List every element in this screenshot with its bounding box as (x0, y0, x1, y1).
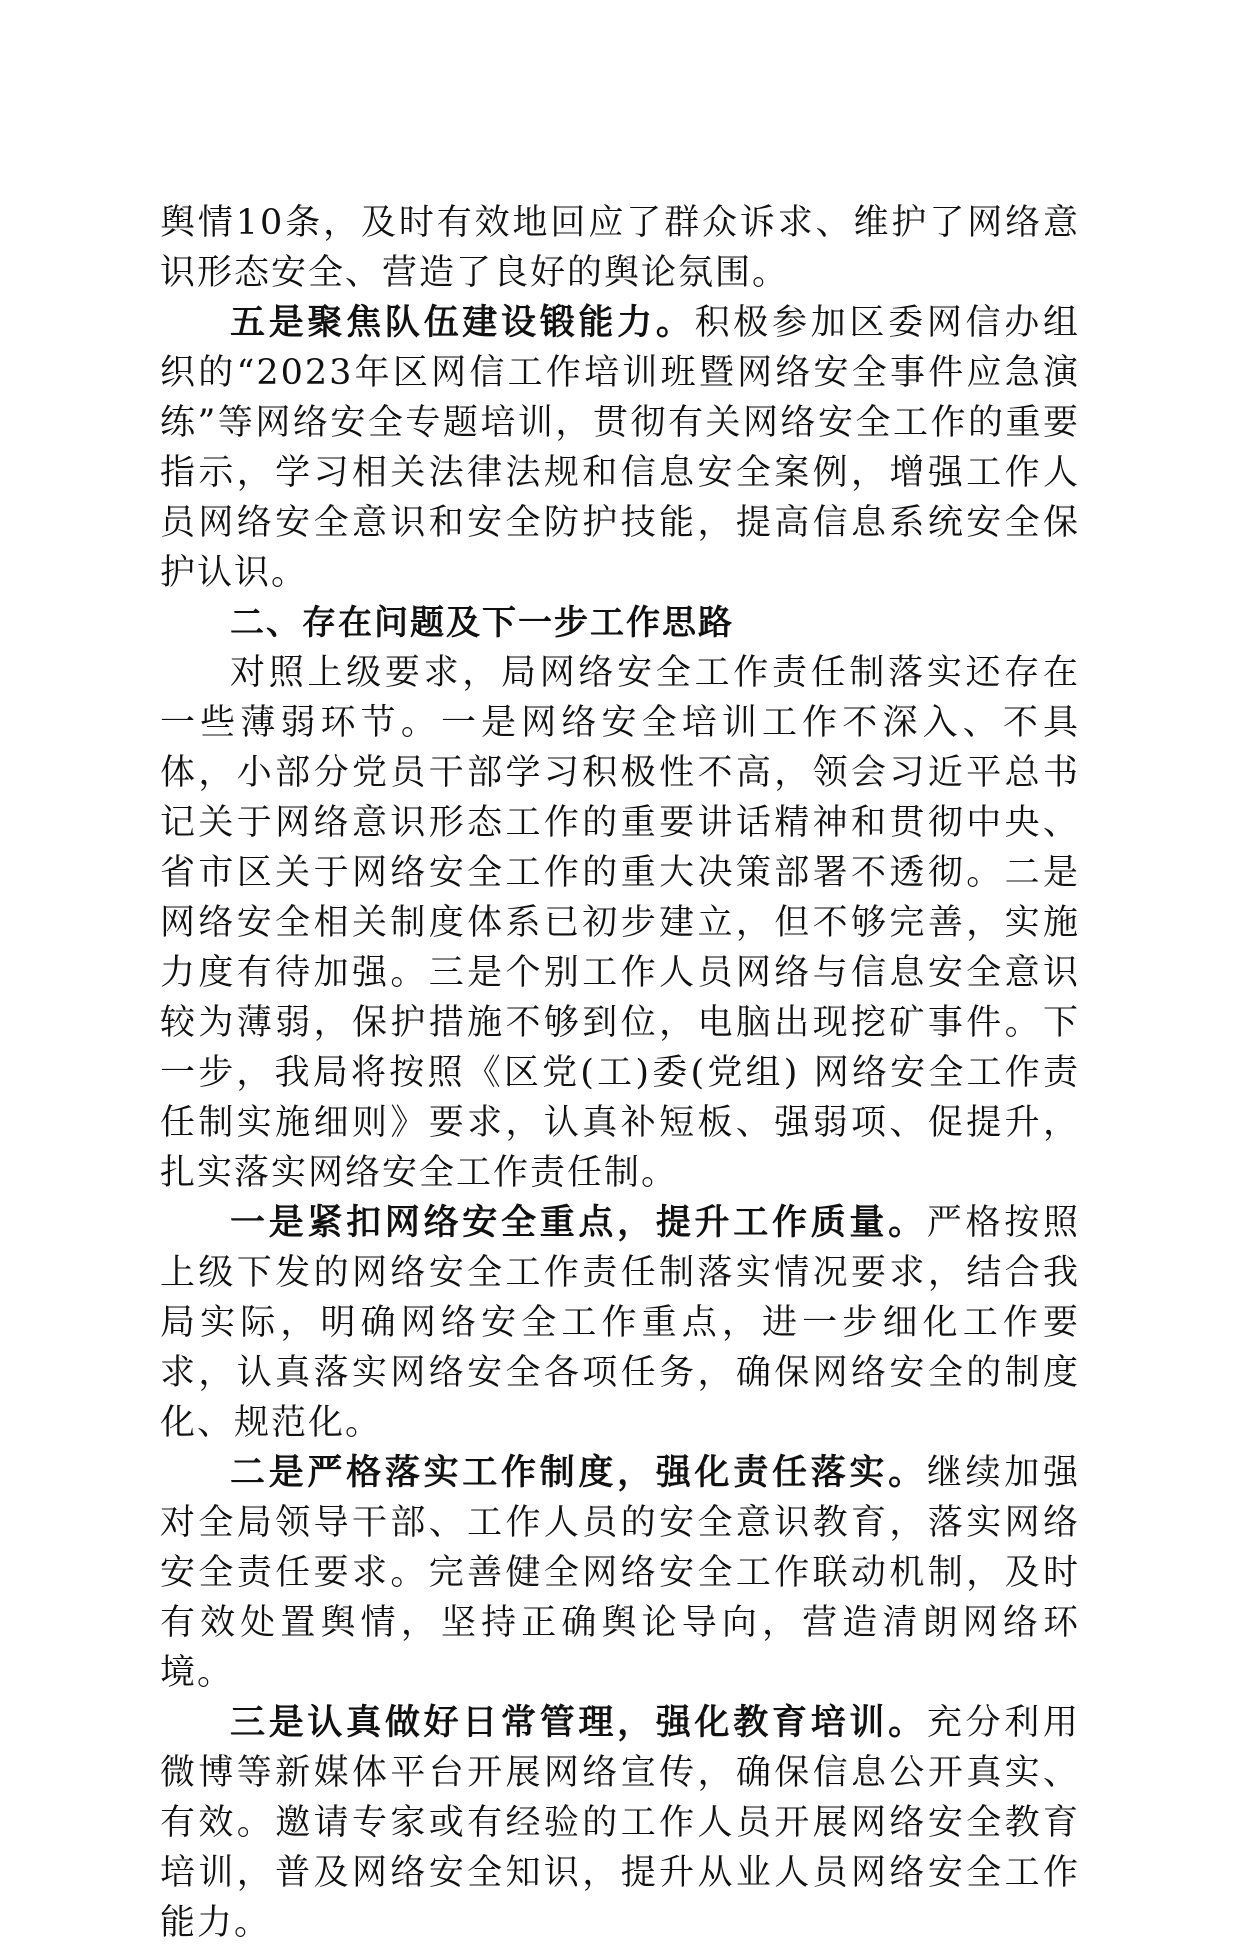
paragraph-public-opinion (160, 198, 1080, 298)
paragraph-text: 积极参加区委网信办组织的“2023年区网信工作培训班暨网络安全事件应急演练”等网络安全专题培训，贯彻有关网络安全工作的重要指示，学习相关法律法规和信息安全案例，增强工作人员网络安全意识和安全防护技能，提高信息系统安全保护认识。 (160, 303, 1080, 593)
paragraph-problems (160, 648, 1080, 1198)
paragraph-text: 继续加强对全局领导干部、工作人员的安全意识教育，落实网络安全责任要求。完善健全网络安全工作联动机制，及时有效处置舆情，坚持正确舆论导向，营造清朗网络环境。 (160, 1453, 1080, 1693)
paragraph-text: 舆情10条，及时有效地回应了群众诉求、维护了网络意识形态安全、营造了良好的舆论氛围。 (160, 203, 1080, 293)
paragraph-lead: 二是严格落实工作制度，强化责任落实。 (230, 1452, 927, 1493)
section-heading: 二、存在问题及下一步工作思路 (230, 603, 734, 643)
paragraph-text: 严格按照上级下发的网络安全工作责任制落实情况要求，结合我局实际，明确网络安全工作重点，进一步细化工作要求，认真落实网络安全各项任务，确保网络安全的制度化、规范化。 (160, 1203, 1080, 1443)
paragraph-team-building (160, 298, 1080, 598)
document-body (160, 198, 1080, 1948)
paragraph-implement-system (160, 1448, 1080, 1698)
paragraph-text: 充分利用微博等新媒体平台开展网络宣传，确保信息公开真实、有效。邀请专家或有经验的工作人员开展网络安全教育培训，普及网络安全知识，提升从业人员网络安全工作能力。 (160, 1703, 1080, 1943)
paragraph-daily-management (160, 1698, 1080, 1948)
paragraph-lead: 五是聚焦队伍建设锻能力。 (230, 302, 695, 343)
paragraph-lead: 一是紧扣网络安全重点，提升工作质量。 (230, 1202, 927, 1243)
paragraph-lead: 三是认真做好日常管理，强化教育培训。 (230, 1702, 927, 1743)
paragraph-focus-security (160, 1198, 1080, 1448)
paragraph-text: 对照上级要求，局网络安全工作责任制落实还存在一些薄弱环节。一是网络安全培训工作不深入、不具体，小部分党员干部学习积极性不高，领会习近平总书记关于网络意识形态工作的重要讲话精神和贯彻中央、省市区关于网络安全工作的重大决策部署不透彻。二是网络安全相关制度体系已初步建立，但不够完善，实施力度有待加强。三是个别工作人员网络与信息安全意识较为薄弱，保护措施不够到位，电脑出现挖矿事件。下一步，我局将按照《区党(工)委(党组) 网络安全工作责任制实施细则》要求，认真补短板、强弱项、促提升，扎实落实网络安全工作责任制。 (160, 653, 1080, 1193)
